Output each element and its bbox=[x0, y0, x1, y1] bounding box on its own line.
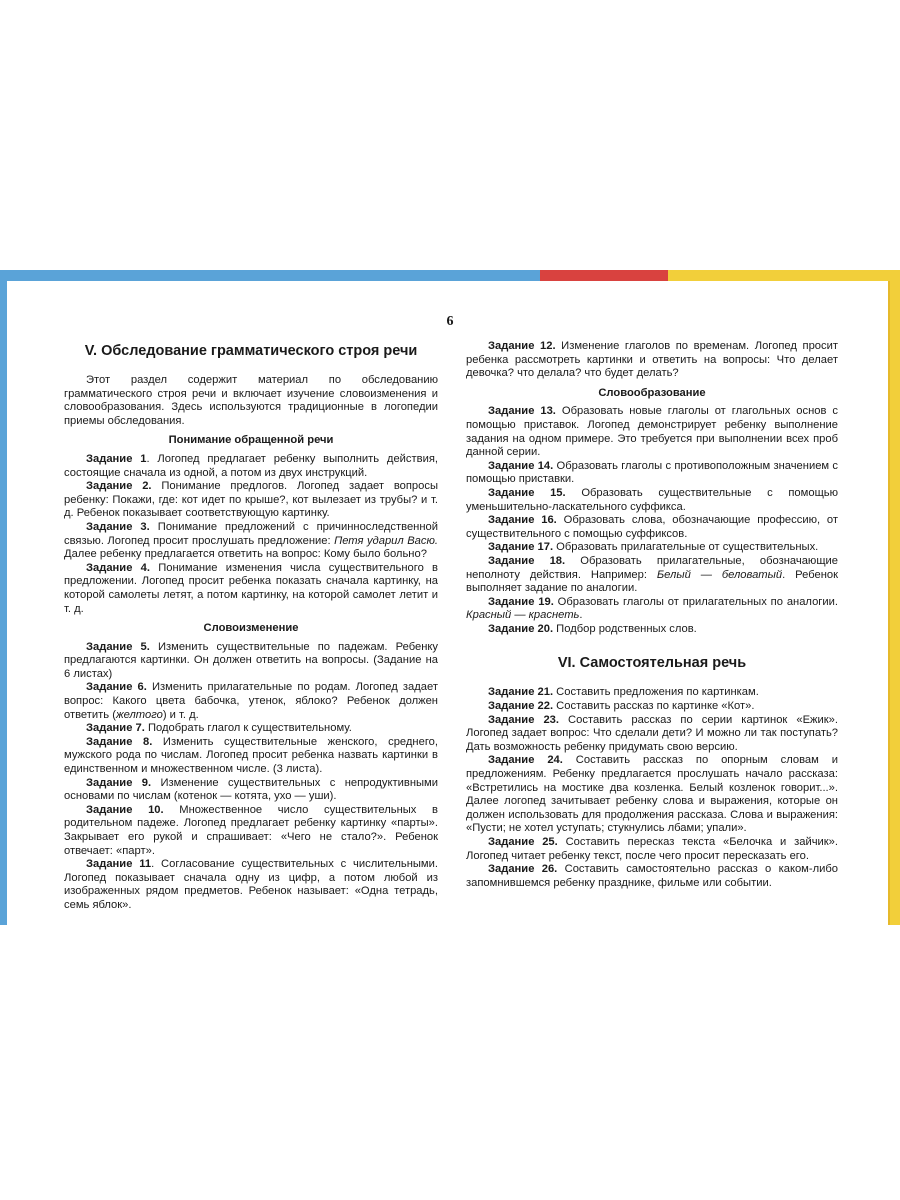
page-number: 6 bbox=[446, 314, 454, 329]
task-text: Изменить прилагательные по родам. Логопед задает вопрос: Какого цвета бабочка, утенок, яблоко? Ребенок должен ответить ( bbox=[64, 681, 438, 721]
task-text-tail: . Ребенок выполняет задание по аналогии. bbox=[466, 568, 838, 595]
page-border-right-shadow bbox=[888, 281, 890, 925]
task-label: Задание 9. bbox=[86, 776, 152, 789]
task-text: . Логопед предлагает ребенку выполнить действия, состоящие сначала из одной, а потом из двух инструкций. bbox=[64, 452, 438, 479]
left-sections bbox=[64, 434, 438, 912]
task-label: Задание 25. bbox=[488, 836, 558, 848]
task-paragraph bbox=[466, 555, 838, 596]
task-paragraph bbox=[466, 340, 838, 381]
task-label: Задание 24. bbox=[488, 754, 563, 767]
subsection-heading-word-formation: Словообразование bbox=[598, 386, 706, 399]
task-label: Задание 18. bbox=[488, 554, 566, 567]
section-title-speech: VI. Самостоятельная речь bbox=[557, 655, 747, 672]
task-text-tail: ) и т. д. bbox=[162, 708, 199, 721]
task-label: Задание 21. bbox=[488, 686, 554, 699]
task-paragraph bbox=[466, 754, 838, 836]
task-paragraph bbox=[64, 641, 438, 682]
task-text-tail: Далее ребенку предлагается ответить на вопрос: Кому было больно? bbox=[64, 548, 427, 561]
task-paragraph bbox=[466, 541, 838, 555]
task-label: Задание 20. bbox=[488, 622, 554, 635]
task-text: Составить рассказ по картинке «Кот». bbox=[553, 700, 755, 713]
task-label: Задание 14. bbox=[488, 459, 554, 472]
task-paragraph bbox=[64, 480, 438, 521]
task-paragraph bbox=[64, 777, 438, 804]
task-text: Подбор родственных слов. bbox=[553, 622, 697, 635]
task-text: Образовать прилагательные, обозначающие неполноту действия. Например: bbox=[466, 554, 838, 581]
task-text: Образовать слова, обозначающие профессию, от существительного с помощью суффиксов. bbox=[466, 514, 838, 540]
task-paragraph bbox=[466, 623, 838, 637]
page-border-left bbox=[0, 270, 7, 925]
page-border-top-yellow bbox=[668, 270, 900, 281]
task-text: Изменение глаголов по временам. Логопед просит ребенка рассмотреть картинки и ответить на вопросы: Что делает девочка? что делала? что будет делать? bbox=[466, 340, 838, 380]
task-paragraph bbox=[64, 562, 438, 616]
task-text: Образовать прилагательные от существительных. bbox=[553, 541, 819, 554]
task-text: . Согласование существительных с числительными. Логопед показывает сначала одну из цифр, а потом любой из изображенных рядом предметов. Ребенок называет: «Одна тетрадь, семь яблок». bbox=[64, 858, 438, 911]
task-label: Задание 10. bbox=[86, 803, 164, 816]
task-text: Изменение существительных с непродуктивными основами по числам (котенок — котята, ухо — уши). bbox=[64, 776, 438, 803]
section-intro: Этот раздел содержит материал по обследованию грамматического строя речи и включает изучение словоизменения и словообразования. Здесь используются традиционные в логопедии приемы обследования. bbox=[64, 374, 438, 427]
task-label: Задание 1 bbox=[86, 452, 147, 465]
task-text: Понимание изменения числа существительного в предложении. Логопед просит ребенка показать сначала картинку, на которой самолеты летят, а потом картинку, на которой самолет летит и т. д. bbox=[64, 561, 438, 615]
tasks-top bbox=[466, 340, 838, 381]
task-paragraph bbox=[466, 686, 838, 700]
task-label: Задание 23. bbox=[488, 713, 560, 726]
tasks-word-formation bbox=[466, 405, 838, 636]
subsection-heading: Словоизменение bbox=[203, 622, 299, 635]
task-label: Задание 17. bbox=[488, 541, 554, 554]
task-paragraph bbox=[466, 700, 838, 714]
task-label: Задание 12. bbox=[488, 340, 556, 352]
task-text: Составить пересказ текста «Белочка и зайчик». Логопед читает ребенку текст, после чего просит пересказать его. bbox=[466, 836, 838, 862]
task-example: Петя ударил Васю. bbox=[334, 534, 438, 547]
page-border-top-red bbox=[540, 270, 668, 281]
task-example: Красный — краснеть bbox=[466, 609, 580, 622]
task-paragraph bbox=[466, 836, 838, 863]
page-border-right bbox=[890, 270, 900, 925]
task-paragraph bbox=[466, 714, 838, 755]
task-label: Задание 2. bbox=[86, 480, 152, 493]
task-paragraph bbox=[64, 722, 438, 736]
task-text: Образовать глаголы с противоположным значением с помощью приставки. bbox=[466, 459, 838, 486]
task-label: Задание 16. bbox=[488, 514, 557, 527]
left-column bbox=[64, 340, 438, 913]
task-text: Составить самостоятельно рассказ о каком-либо запомнившемся ребенку празднике, фильме или событии. bbox=[466, 863, 839, 889]
task-label: Задание 13. bbox=[488, 405, 556, 418]
task-paragraph bbox=[466, 405, 838, 459]
task-label: Задание 6. bbox=[86, 681, 147, 694]
page-border-top-blue bbox=[0, 270, 540, 281]
right-column bbox=[466, 340, 838, 890]
section-title-grammar: V. Обследование грамматического строя речи bbox=[84, 343, 418, 359]
task-text-tail: . bbox=[579, 609, 583, 622]
task-label: Задание 3. bbox=[86, 520, 150, 533]
task-text: Образовать новые глаголы от глагольных основ с помощью приставок. Логопед демонстрирует ребенку выполнение задания на одном примере. Это требуется при выполнении всех проб данной серии. bbox=[466, 405, 838, 459]
task-text: Множественное число существительных в родительном падеже. Логопед предлагает ребенку картинку «парты». Закрывает его рукой и спрашивает: «Чего не стало?». Ребенок отвечает: «парт». bbox=[64, 803, 438, 857]
task-text: Изменить существительные по падежам. Ребенку предлагаются картинки. Он должен ответить на вопросы. (Задание на 6 листах) bbox=[64, 640, 438, 680]
task-label: Задание 8. bbox=[86, 735, 153, 748]
task-paragraph bbox=[64, 681, 438, 722]
task-paragraph bbox=[466, 863, 838, 890]
task-paragraph bbox=[64, 453, 438, 480]
subsection-heading: Понимание обращенной речи bbox=[168, 434, 334, 447]
task-paragraph bbox=[466, 596, 838, 623]
task-example: Белый — беловатый bbox=[656, 568, 783, 581]
task-text: Образовать глаголы от прилагательных по аналогии. bbox=[553, 595, 838, 608]
task-paragraph bbox=[64, 804, 438, 858]
task-text: Составить рассказ по серии картинок «Ежик». Логопед задает вопрос: Что сделали дети? И можно ли так поступать? Дать возможность ребенку придумать свою версию. bbox=[466, 713, 838, 753]
task-text: Понимание предлогов. Логопед задает вопросы ребенку: Покажи, где: кот идет по крыше?, кот вылезает из трубы? и т. д. Ребенок показывает соответствующую картинку. bbox=[64, 480, 438, 520]
task-label: Задание 5. bbox=[86, 640, 150, 653]
task-label: Задание 7. bbox=[86, 722, 145, 735]
task-label: Задание 19. bbox=[488, 595, 554, 608]
task-paragraph bbox=[64, 521, 438, 562]
task-text: Понимание предложений с причинноследственной связью. Логопед просит прослушать предложение: bbox=[64, 520, 438, 547]
task-text: Образовать существительные с помощью уменьшительно-ласкательного суффикса. bbox=[466, 486, 838, 513]
task-example: желтого bbox=[115, 708, 163, 721]
task-paragraph bbox=[64, 736, 438, 777]
task-label: Задание 4. bbox=[86, 561, 150, 574]
task-text: Составить рассказ по опорным словам и предложениям. Ребенку предлагается прослушать начало рассказа: «Встретились на мостике два козленка. Белый козленок говорит...». Далее логопед зачитывает ребенку слова и выражения, которые он должен использовать для продолжения рассказа. Слова и выражения: «Пусти; не хотел уступать; стукнулись лбами; упали». bbox=[466, 754, 838, 835]
task-paragraph bbox=[64, 858, 438, 912]
task-paragraph bbox=[466, 514, 838, 541]
task-text: Подобрать глагол к существительному. bbox=[144, 722, 352, 735]
task-paragraph bbox=[466, 460, 838, 487]
task-text: Составить предложения по картинкам. bbox=[553, 686, 759, 699]
task-text: Изменить существительные женского, среднего, мужского рода по числам. Логопед просит ребенка назвать картинки в единственном и множественном числе. (3 листа). bbox=[64, 735, 438, 776]
task-label: Задание 22. bbox=[488, 700, 554, 713]
task-paragraph bbox=[466, 487, 838, 514]
tasks-speech bbox=[466, 686, 838, 890]
task-label: Задание 26. bbox=[488, 863, 558, 876]
task-label: Задание 11 bbox=[86, 858, 152, 871]
task-label: Задание 15. bbox=[488, 486, 566, 499]
